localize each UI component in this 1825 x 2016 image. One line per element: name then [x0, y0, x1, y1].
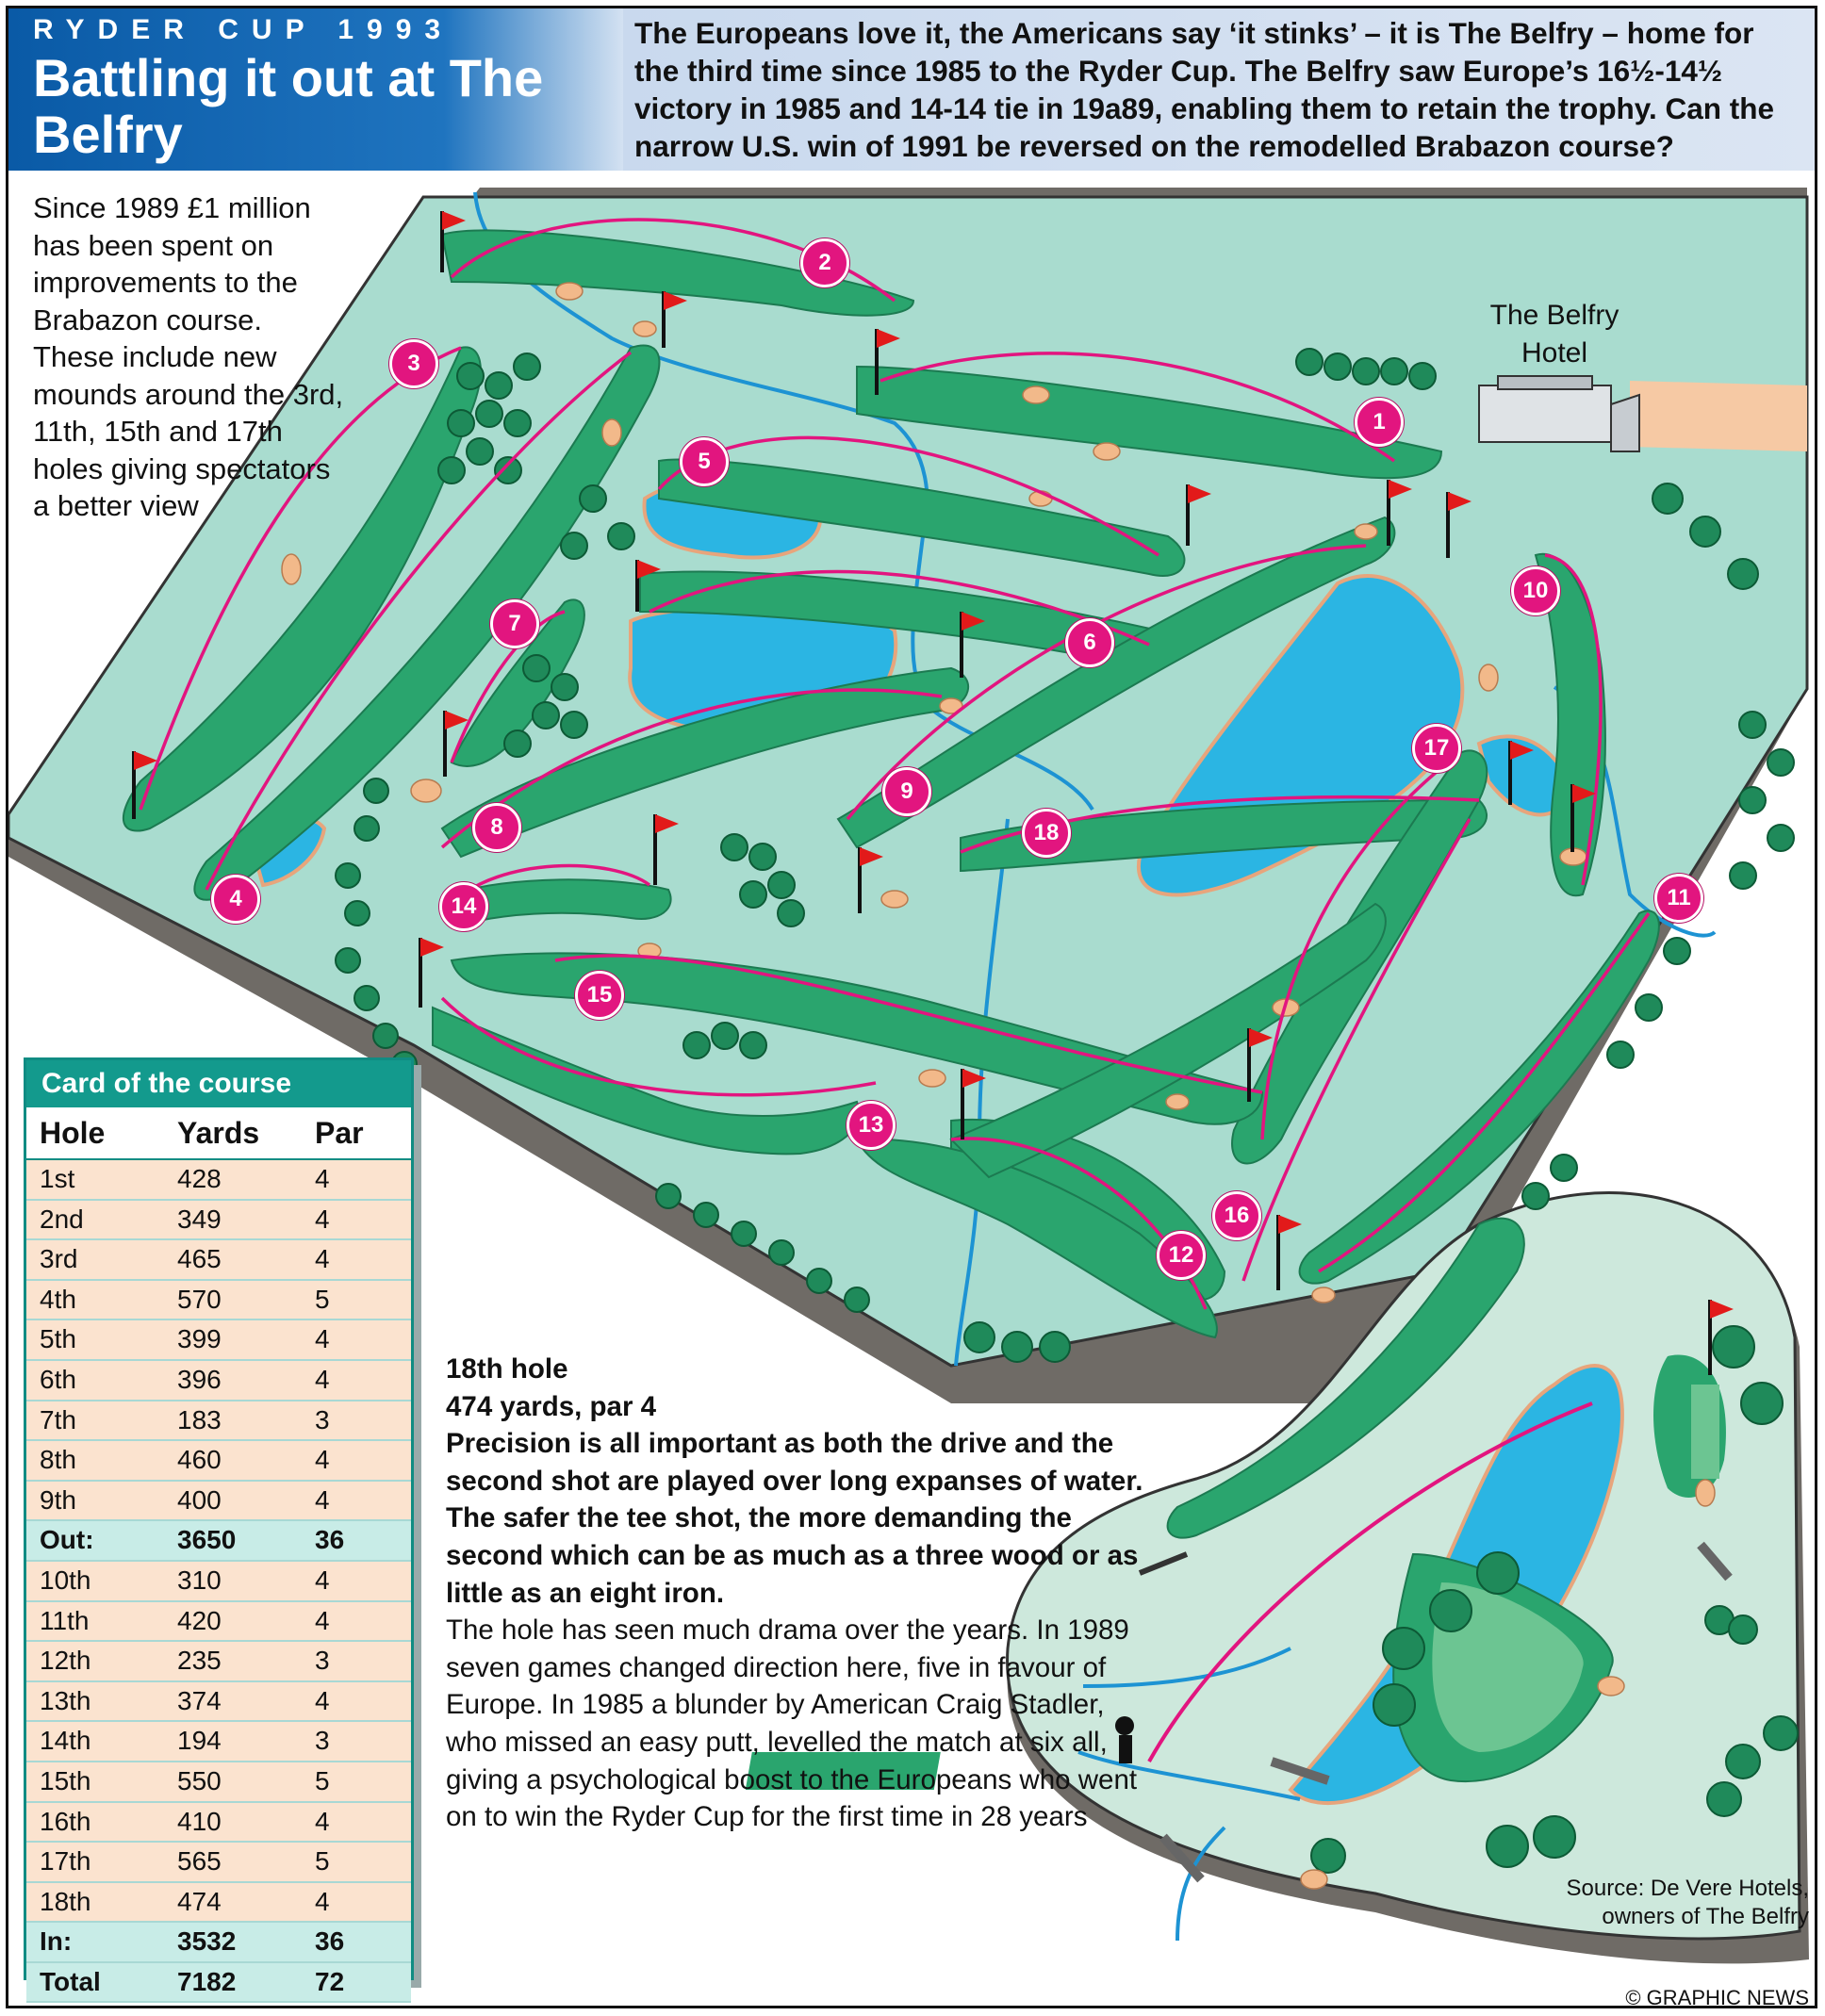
- card-cell-par: 4: [315, 1484, 330, 1515]
- infographic-frame: [6, 6, 1817, 2008]
- hole-marker-6: 6: [1065, 618, 1114, 667]
- card-row: [26, 1482, 411, 1522]
- belfry-hotel: [1479, 376, 1807, 451]
- col-header-par: Par: [315, 1116, 364, 1150]
- card-cell-yards: 349: [177, 1204, 222, 1234]
- card-cell-par: 4: [315, 1324, 330, 1354]
- card-cell-yards: 465: [177, 1244, 222, 1274]
- improvements-note: Since 1989 £1 million has been spent on improvements to the Brabazon course. These include new mounds around the 3rd, 11th, 15th and 17th holes giving spectators a better view: [33, 191, 344, 522]
- card-row: [26, 1923, 411, 1963]
- card-cell-yards: 565: [177, 1846, 222, 1877]
- card-row: [26, 1963, 411, 2004]
- card-cell-hole: In:: [40, 1926, 73, 1957]
- card-cell-hole: 11th: [40, 1605, 90, 1635]
- card-cell-par: 4: [315, 1605, 330, 1635]
- card-row: [26, 1682, 411, 1723]
- card-cell-par: 4: [315, 1244, 330, 1274]
- hole-marker-15: 15: [575, 971, 624, 1020]
- card-cell-par: 4: [315, 1164, 330, 1193]
- card-cell-hole: 5th: [40, 1324, 76, 1354]
- card-cell-hole: 2nd: [40, 1204, 84, 1234]
- card-cell-hole: 8th: [40, 1445, 76, 1475]
- card-row: [26, 1883, 411, 1924]
- card-row: [26, 1722, 411, 1762]
- hole-marker-4: 4: [211, 875, 260, 924]
- hole-marker-18: 18: [1022, 809, 1071, 858]
- card-cell-hole: 6th: [40, 1364, 76, 1394]
- card-cell-par: 5: [315, 1765, 330, 1795]
- card-cell-hole: 14th: [40, 1726, 91, 1756]
- card-cell-yards: 183: [177, 1404, 222, 1434]
- col-header-hole: Hole: [40, 1116, 106, 1150]
- hole-marker-17: 17: [1412, 724, 1461, 773]
- card-cell-yards: 428: [177, 1164, 222, 1193]
- card-cell-yards: 3532: [177, 1926, 237, 1957]
- card-row: [26, 1602, 411, 1643]
- card-row: [26, 1361, 411, 1401]
- card-cell-hole: 10th: [40, 1565, 91, 1595]
- card-row: [26, 1843, 411, 1883]
- card-cell-par: 3: [315, 1404, 330, 1434]
- credit: © GRAPHIC NEWS: [1625, 1986, 1809, 2008]
- card-cell-hole: 12th: [40, 1646, 91, 1676]
- hole-marker-16: 16: [1212, 1191, 1261, 1240]
- card-row: [26, 1562, 411, 1602]
- card-cell-hole: Total: [40, 1966, 101, 1996]
- card-cell-par: 72: [315, 1966, 345, 1996]
- card-row: [26, 1401, 411, 1442]
- hole-18-history: The hole has seen much drama over the years. In 1989 seven games changed direction here, five in favour of Europe. In 1985 a blunder by American Craig Stadler, who missed an easy putt, levelled the match at six all, giving a psychological boost to the Europeans who went on to win the Ryder Cup for the first time in 28 years: [446, 1614, 1138, 1833]
- card-cell-yards: 399: [177, 1324, 222, 1354]
- card-cell-par: 36: [315, 1926, 345, 1957]
- card-rows: [26, 1160, 411, 2003]
- hole-marker-2: 2: [800, 238, 849, 287]
- card-cell-yards: 420: [177, 1605, 222, 1635]
- intro-text: The Europeans love it, the Americans say ‘it stinks’ – it is The Belfry – home for the third time since 1985 to the Ryder Cup. The Belfry saw Europe’s 16½-14½ victory in 1985 and 14-14 tie in 19a89, enabling them to retain the trophy. Can the narrow U.S. win of 1991 be reversed on the remodelled Brabazon course?: [634, 16, 1774, 163]
- card-cell-yards: 410: [177, 1806, 222, 1836]
- card-row: [26, 1762, 411, 1803]
- card-cell-par: 36: [315, 1525, 345, 1555]
- card-row: [26, 1281, 411, 1321]
- card-cell-hole: 15th: [40, 1765, 91, 1795]
- card-cell-hole: 4th: [40, 1284, 76, 1314]
- card-cell-yards: 474: [177, 1886, 222, 1916]
- card-row: [26, 1521, 411, 1562]
- card-cell-par: 3: [315, 1646, 330, 1676]
- card-cell-yards: 310: [177, 1565, 222, 1595]
- intro-panel: [623, 8, 1815, 171]
- card-cell-hole: 1st: [40, 1164, 75, 1193]
- card-cell-yards: 550: [177, 1765, 222, 1795]
- hole-marker-9: 9: [882, 767, 931, 816]
- card-row: [26, 1201, 411, 1241]
- card-row: [26, 1320, 411, 1361]
- card-row: [26, 1240, 411, 1281]
- card-cell-par: 4: [315, 1886, 330, 1916]
- card-cell-yards: 374: [177, 1685, 222, 1715]
- card-cell-par: 4: [315, 1204, 330, 1234]
- hole-18-description: [446, 1351, 1143, 1836]
- card-row: [26, 1160, 411, 1201]
- source-note: Source: De Vere Hotels, owners of The Belfry: [1566, 1876, 1809, 1929]
- card-cell-par: 5: [315, 1846, 330, 1877]
- hole-marker-7: 7: [490, 599, 539, 648]
- card-cell-yards: 396: [177, 1364, 222, 1394]
- hole-marker-3: 3: [389, 339, 438, 388]
- card-cell-hole: 7th: [40, 1404, 76, 1434]
- card-cell-par: 5: [315, 1284, 330, 1314]
- card-cell-par: 4: [315, 1565, 330, 1595]
- card-cell-par: 4: [315, 1445, 330, 1475]
- card-row: [26, 1642, 411, 1682]
- card-row: [26, 1803, 411, 1844]
- card-header-row: [26, 1107, 411, 1160]
- card-row: [26, 1441, 411, 1482]
- card-cell-par: 3: [315, 1726, 330, 1756]
- header-banner: [8, 8, 631, 171]
- card-cell-hole: 13th: [40, 1685, 91, 1715]
- course-card: [24, 1057, 414, 1996]
- card-cell-yards: 235: [177, 1646, 222, 1676]
- hole-18-heading: 18th hole: [446, 1353, 568, 1385]
- hole-18-strategy: Precision is all important as both the drive and the second shot are played over long expanses of water. The safer the tee shot, the more demanding the second which can be as much as a three wood or as little as an eight iron.: [446, 1428, 1143, 1609]
- hole-marker-8: 8: [472, 803, 521, 852]
- card-cell-par: 4: [315, 1806, 330, 1836]
- card-cell-par: 4: [315, 1364, 330, 1394]
- card-cell-yards: 3650: [177, 1525, 237, 1555]
- card-cell-par: 4: [315, 1685, 330, 1715]
- card-cell-yards: 460: [177, 1445, 222, 1475]
- card-cell-hole: Out:: [40, 1525, 94, 1555]
- hole-marker-5: 5: [680, 437, 729, 486]
- header-kicker: RYDER CUP 1993: [33, 14, 454, 45]
- hotel-label: The Belfry Hotel: [1489, 300, 1619, 369]
- col-header-yards: Yards: [177, 1116, 260, 1150]
- hole-marker-10: 10: [1511, 566, 1560, 615]
- card-cell-yards: 7182: [177, 1966, 237, 1996]
- card-cell-hole: 17th: [40, 1846, 91, 1877]
- hole-marker-14: 14: [439, 882, 488, 931]
- card-cell-hole: 16th: [40, 1806, 91, 1836]
- card-cell-hole: 3rd: [40, 1244, 78, 1274]
- hole-marker-13: 13: [847, 1101, 896, 1150]
- hole-marker-12: 12: [1157, 1231, 1206, 1280]
- hole-marker-1: 1: [1355, 398, 1404, 447]
- card-cell-yards: 194: [177, 1726, 222, 1756]
- card-title: Card of the course: [26, 1060, 411, 1107]
- hole-18-yardage: 474 yards, par 4: [446, 1390, 657, 1422]
- card-cell-hole: 18th: [40, 1886, 91, 1916]
- card-cell-hole: 9th: [40, 1484, 76, 1515]
- card-cell-yards: 400: [177, 1484, 222, 1515]
- card-cell-yards: 570: [177, 1284, 222, 1314]
- page-title: Battling it out at The Belfry: [33, 48, 544, 164]
- hole-marker-11: 11: [1654, 874, 1703, 923]
